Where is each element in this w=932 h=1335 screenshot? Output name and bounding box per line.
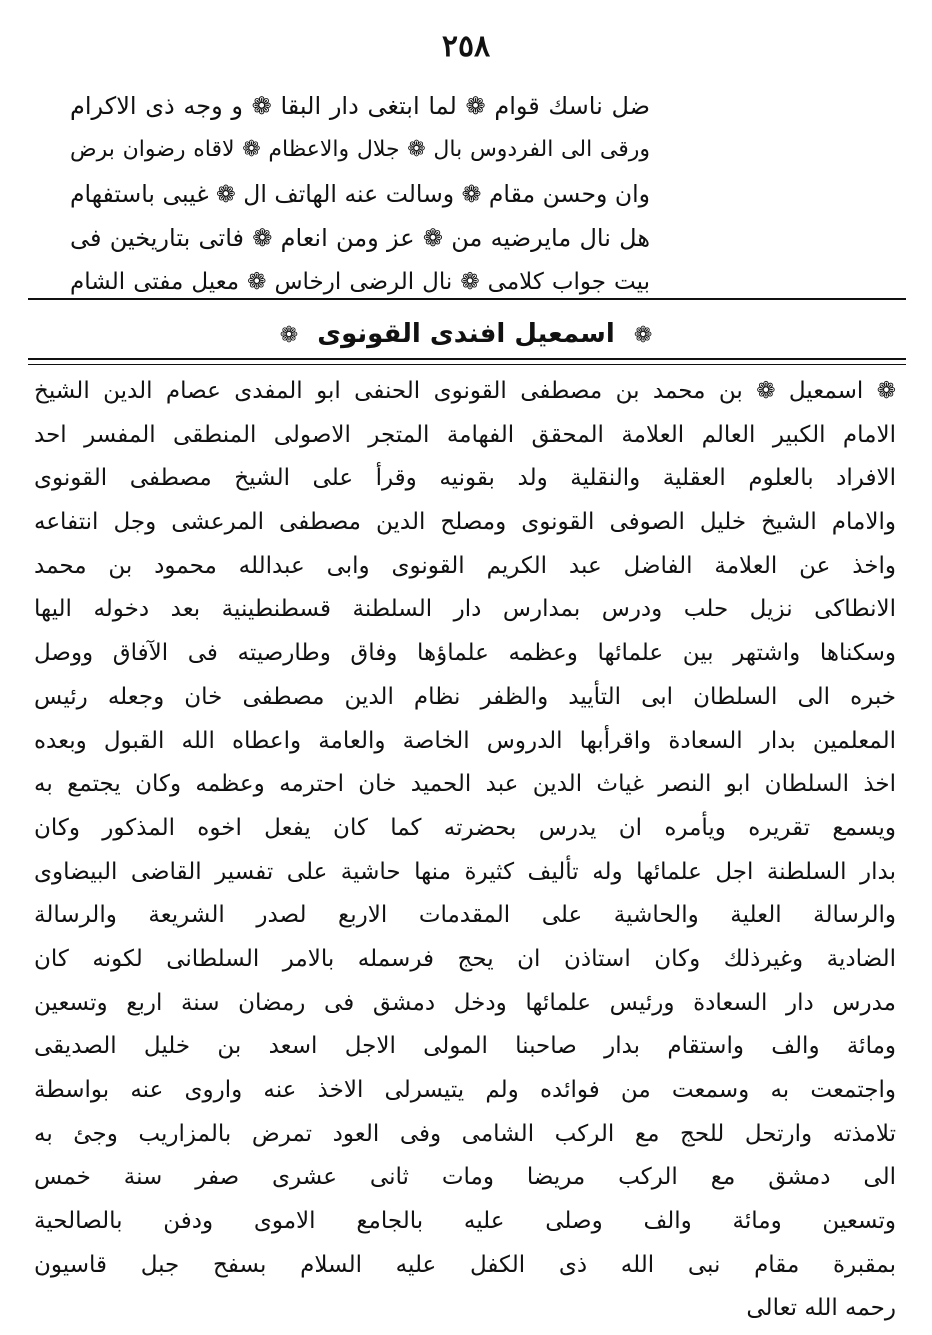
text-line: والرسالة العلية والحاشية على المقدمات الاربع لصدر الشريعة والرسالة bbox=[34, 902, 896, 929]
text-line: واجتمعت به وسمعت من فوائده ولم يتيسرلى الاخذ عنه واروى عنه بواسطة bbox=[34, 1077, 896, 1103]
text-line: الى دمشق مع الركب مريضا ومات ثانى عشرى صفر سنة خمس bbox=[34, 1164, 896, 1191]
heading-ornament-right: ❁ bbox=[633, 323, 653, 348]
poem-line: هل نال مايرضيه من ❁ عز ومن انعام ❁ فاتى بتاريخين فى bbox=[70, 224, 650, 252]
heading-title: اسمعيل افندى القونوى bbox=[317, 319, 615, 349]
text-line: وسكناها واشتهر بين علمائها وعظمه علماؤها وفاق وطارصيته فى الآفاق ووصل bbox=[34, 640, 896, 667]
poem-block bbox=[70, 84, 650, 304]
text-line: بدار السلطنة اجل علمائها وله تأليف كثيرة منها حاشية على تفسير القاضى البيضاوى bbox=[34, 858, 896, 885]
text-line: الانطاكى نزيل حلب ودرس بمدارس دار السلطنة قسطنطينية بعد دخوله اليها bbox=[34, 596, 896, 623]
text-line: الضادية وغيرذلك وكان استاذن ان يحج فرسمله بالامر السلطانى لكونه كان bbox=[34, 945, 896, 972]
text-line: الافراد بالعلوم العقلية والنقلية ولد بقونيه وقرأ على الشيخ مصطفى القونوى bbox=[34, 465, 896, 492]
text-line: ويسمع تقريره ويأمره ان يدرس بحضرته كما كان يفعل اخوه المذكور وكان bbox=[34, 814, 896, 841]
text-line: واخذ عن العلامة الفاضل عبد الكريم القونوى وابى عبدالله محمود بن محمد bbox=[34, 552, 896, 579]
text-line: ❁ اسمعيل ❁ بن محمد بن مصطفى القونوى الحنفى ابو المفدى عصام الدين الشيخ bbox=[34, 378, 896, 404]
biography-text bbox=[34, 370, 896, 1331]
heading-rule-bottom bbox=[28, 364, 906, 365]
text-line: والامام الشيخ خليل الصوفى القونوى ومصلح الدين مصطفى المرعشى وجل انتفاعه bbox=[34, 509, 896, 536]
text-line: وتسعين ومائة والف وصلى عليه بالجامع الاموى ودفن بالصالحية bbox=[34, 1208, 896, 1235]
text-line: مدرس دار السعادة ورئيس علمائها ودخل دمشق فى رمضان سنة اربع وتسعين bbox=[34, 989, 896, 1016]
heading-rule-top bbox=[28, 358, 906, 360]
poem-line: وان وحسن مقام ❁ وسالت عنه الهاتف ال ❁ غيبى باستفهام bbox=[70, 180, 650, 208]
entry-heading bbox=[0, 314, 932, 356]
poem-line: بيت جواب كلامى ❁ نال الرضى ارخاس ❁ معيل مفتى الشام bbox=[70, 269, 650, 295]
page-number: ٢٥٨ bbox=[441, 29, 491, 64]
text-line: الامام الكبير العالم العلامة المحقق الفهامة المتجر الاصولى المنطقى المفسر احد bbox=[34, 421, 896, 448]
text-line: اخذ السلطان ابو النصر غياث الدين عبد الحميد خان احترمه وعظمه وكان يجتمع به bbox=[34, 771, 896, 798]
poem-line: ضل ناسك قوام ❁ لما ابتغى دار البقا ❁ و وجه ذى الاكرام bbox=[70, 92, 650, 120]
text-line: تلامذته وارتحل للحج مع الركب الشامى وفى العود تمرض بالمزاريب وجئ به bbox=[34, 1120, 896, 1147]
text-line: بمقبرة مقام نبى الله ذى الكفل عليه السلام بسفح جبل قاسيون bbox=[34, 1251, 896, 1278]
text-line-final: رحمه الله تعالى bbox=[746, 1295, 896, 1322]
section-divider bbox=[28, 298, 906, 300]
text-line: خبره الى السلطان ابى التأييد والظفر نظام الدين مصطفى خان وجعله رئيس bbox=[34, 683, 896, 710]
text-line: المعلمين بدار السعادة واقرأبها الدروس الخاصة والعامة واعطاه الله القبول وبعده bbox=[34, 727, 896, 754]
poem-line: ورقى الى الفردوس بال ❁ جلال والاعظام ❁ لاقاه رضوان برض bbox=[70, 137, 650, 162]
heading-ornament-left: ❁ bbox=[279, 323, 299, 348]
text-line: ومائة والف واستقام بدار صاحبنا المولى الاجل اسعد بن خليل الصديقى bbox=[34, 1033, 896, 1060]
